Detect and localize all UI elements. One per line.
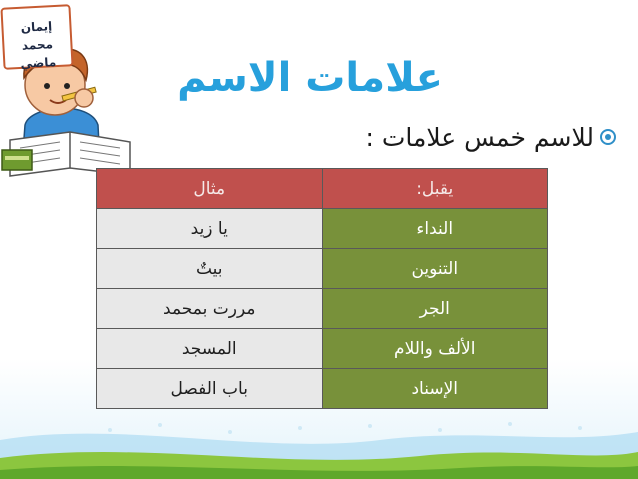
mark-cell: الجر (322, 289, 548, 329)
table-row (97, 329, 548, 369)
table-row (97, 289, 548, 329)
slide-title: علامات الاسم (177, 55, 443, 101)
mark-cell: النداء (322, 209, 548, 249)
mark-cell: التنوين (322, 249, 548, 289)
example-cell: بيتٌ (97, 249, 323, 289)
author-logo (0, 4, 73, 70)
header-mark: يقبل: (322, 169, 548, 209)
mark-cell: الألف واللام (322, 329, 548, 369)
bullet-line (365, 120, 616, 154)
circle-bullet-icon (600, 129, 616, 145)
table-row (97, 249, 548, 289)
table-row (97, 369, 548, 409)
author-logo-text: إيمان محمد ماضي (20, 19, 57, 71)
example-cell: مررت بمحمد (97, 289, 323, 329)
noun-marks-table (96, 168, 548, 409)
header-example: مثال (97, 169, 323, 209)
bullet-text: للاسم خمس علامات : (365, 122, 594, 152)
example-cell: باب الفصل (97, 369, 323, 409)
table-row (97, 209, 548, 249)
mark-cell: الإسناد (322, 369, 548, 409)
example-cell: يا زيد (97, 209, 323, 249)
example-cell: المسجد (97, 329, 323, 369)
table-header-row (97, 169, 548, 209)
